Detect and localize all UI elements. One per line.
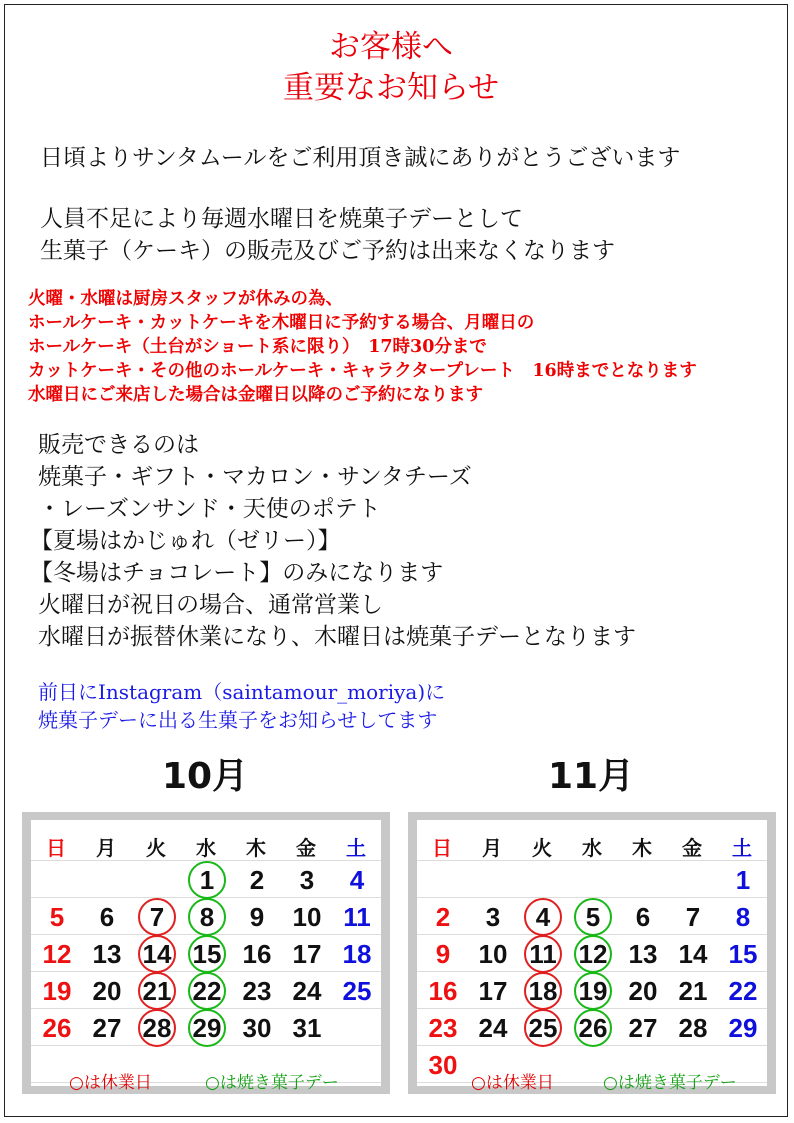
- calendar-day: 13: [92, 939, 122, 969]
- calendar-day: 8: [735, 902, 751, 932]
- calendar-day: 12: [42, 939, 72, 969]
- sales-line: ・レーズンサンド・天使のポテト: [38, 496, 381, 522]
- red-notice-line: 水曜日にご来店した場合は金曜日以降のご予約になります: [28, 385, 483, 405]
- red-notice-line: 火曜・水曜は厨房スタッフが休みの為、: [28, 289, 343, 309]
- calendar-day: 20: [628, 976, 658, 1006]
- calendar-day: 14: [678, 939, 708, 969]
- red-notice-line: ホールケーキ（土台がショート系に限り） 17時30分まで: [28, 337, 487, 357]
- calendar-day: 17: [292, 939, 322, 969]
- calendar-day: 1: [735, 865, 751, 895]
- red-notice-line: ホールケーキ・カットケーキを木曜日に予約する場合、月曜日の: [28, 313, 535, 333]
- calendar-day: 28: [678, 1013, 708, 1043]
- weekday-header: 月: [96, 836, 116, 860]
- instagram-line: 焼菓子デーに出る生菓子をお知らせしてます: [38, 708, 438, 732]
- calendar-november: [408, 812, 776, 1094]
- calendar-day: 27: [92, 1013, 122, 1043]
- weekday-header: 水: [582, 836, 602, 860]
- calendar-day: 19: [42, 976, 72, 1006]
- calendar-day: 4: [349, 865, 365, 895]
- calendar-day: 22: [192, 976, 222, 1006]
- sales-line: 水曜日が振替休業になり、木曜日は焼菓子デーとなります: [38, 624, 636, 650]
- calendar-day: 10: [292, 902, 322, 932]
- sales-line: 焼菓子・ギフト・マカロン・サンタチーズ: [38, 464, 472, 490]
- weekday-header: 火: [532, 836, 552, 860]
- calendar-day: 3: [485, 902, 501, 932]
- month-label-november: 11月: [548, 756, 635, 797]
- weekday-header: 木: [632, 836, 652, 860]
- title-line-2: 重要なお知らせ: [282, 70, 500, 106]
- calendar-day: 19: [578, 976, 608, 1006]
- calendar-day: 2: [249, 865, 265, 895]
- calendar-day: 7: [685, 902, 701, 932]
- weekday-header: 火: [146, 836, 166, 860]
- calendar-day: 18: [342, 939, 372, 969]
- calendar-day: 24: [478, 1013, 508, 1043]
- grid-line: [417, 860, 767, 861]
- sales-line: 火曜日が祝日の場合、通常営業し: [38, 592, 383, 618]
- weekday-header: 木: [246, 836, 266, 860]
- weekday-header: 日: [432, 836, 452, 860]
- calendar-day: 20: [92, 976, 122, 1006]
- legend-closed-day: ○は休業日: [69, 1073, 152, 1093]
- sales-line: 【冬場はチョコレート】のみになります: [30, 560, 444, 586]
- legend-bake-day: ○は焼き菓子デー: [603, 1073, 737, 1093]
- calendar-day: 21: [678, 976, 708, 1006]
- sales-line: 【夏場はかじゅれ（ゼリー）】: [30, 528, 341, 554]
- calendar-day: 4: [535, 902, 551, 932]
- weekday-header: 金: [682, 836, 702, 860]
- calendar-day: 26: [42, 1013, 72, 1043]
- calendar-day: 13: [628, 939, 658, 969]
- calendar-day: 5: [49, 902, 65, 932]
- calendar-day: 25: [342, 976, 372, 1006]
- legend-bake-day: ○は焼き菓子デー: [205, 1073, 339, 1093]
- notice-line: 人員不足により毎週水曜日を焼菓子デーとして: [40, 206, 523, 232]
- red-notice-line: カットケーキ・その他のホールケーキ・キャラクタープレート 16時までとなります: [28, 361, 697, 381]
- calendar-day: 30: [428, 1050, 458, 1080]
- calendar-day: 29: [728, 1013, 758, 1043]
- weekday-header: 水: [196, 836, 216, 860]
- weekday-header: 金: [296, 836, 316, 860]
- calendar-day: 11: [529, 939, 557, 969]
- title-line-1: お客様へ: [329, 29, 453, 65]
- calendar-day: 7: [149, 902, 165, 932]
- calendar-day: 25: [528, 1013, 558, 1043]
- calendar-day: 16: [428, 976, 458, 1006]
- calendar-day: 28: [142, 1013, 172, 1043]
- weekday-header: 土: [346, 836, 366, 860]
- calendar-day: 15: [728, 939, 758, 969]
- calendar-day: 18: [528, 976, 558, 1006]
- intro-text: 日頃よりサンタムールをご利用頂き誠にありがとうございます: [40, 145, 681, 171]
- weekday-header: 日: [46, 836, 66, 860]
- calendar-day: 21: [142, 976, 172, 1006]
- calendar-day: 1: [199, 865, 215, 895]
- calendar-day: 17: [478, 976, 508, 1006]
- month-label-october: 10月: [162, 756, 249, 797]
- weekday-header: 土: [732, 836, 752, 860]
- calendar-day: 14: [142, 939, 172, 969]
- calendar-day: 16: [242, 939, 272, 969]
- calendar-day: 23: [428, 1013, 458, 1043]
- sales-line: 販売できるのは: [38, 432, 199, 458]
- calendar-day: 6: [99, 902, 115, 932]
- calendar-grid: [417, 820, 767, 1093]
- calendar-day: 24: [292, 976, 322, 1006]
- notice-line: 生菓子（ケーキ）の販売及びご予約は出来なくなります: [40, 238, 615, 264]
- calendar-day: 5: [585, 902, 601, 932]
- instagram-line: 前日にInstagram（saintamour_moriya)に: [38, 680, 446, 704]
- calendar-day: 2: [435, 902, 451, 932]
- calendar-day: 3: [299, 865, 315, 895]
- calendar-day: 6: [635, 902, 651, 932]
- calendar-day: 29: [192, 1013, 222, 1043]
- calendar-day: 27: [628, 1013, 658, 1043]
- calendar-day: 23: [242, 976, 272, 1006]
- calendar-day: 22: [728, 976, 758, 1006]
- weekday-header: 月: [482, 836, 502, 860]
- calendar-day: 26: [578, 1013, 608, 1043]
- calendar-grid: [31, 820, 381, 1093]
- calendar-day: 15: [192, 939, 222, 969]
- calendar-day: 9: [435, 939, 451, 969]
- calendar-day: 31: [292, 1013, 322, 1043]
- legend-closed-day: ○は休業日: [471, 1073, 554, 1093]
- calendar-day: 9: [249, 902, 265, 932]
- calendar-day: 12: [578, 939, 608, 969]
- calendar-day: 8: [199, 902, 215, 932]
- calendar-day: 30: [242, 1013, 272, 1043]
- calendar-day: 11: [343, 902, 371, 932]
- calendar-day: 10: [478, 939, 508, 969]
- calendar-october: [22, 812, 390, 1094]
